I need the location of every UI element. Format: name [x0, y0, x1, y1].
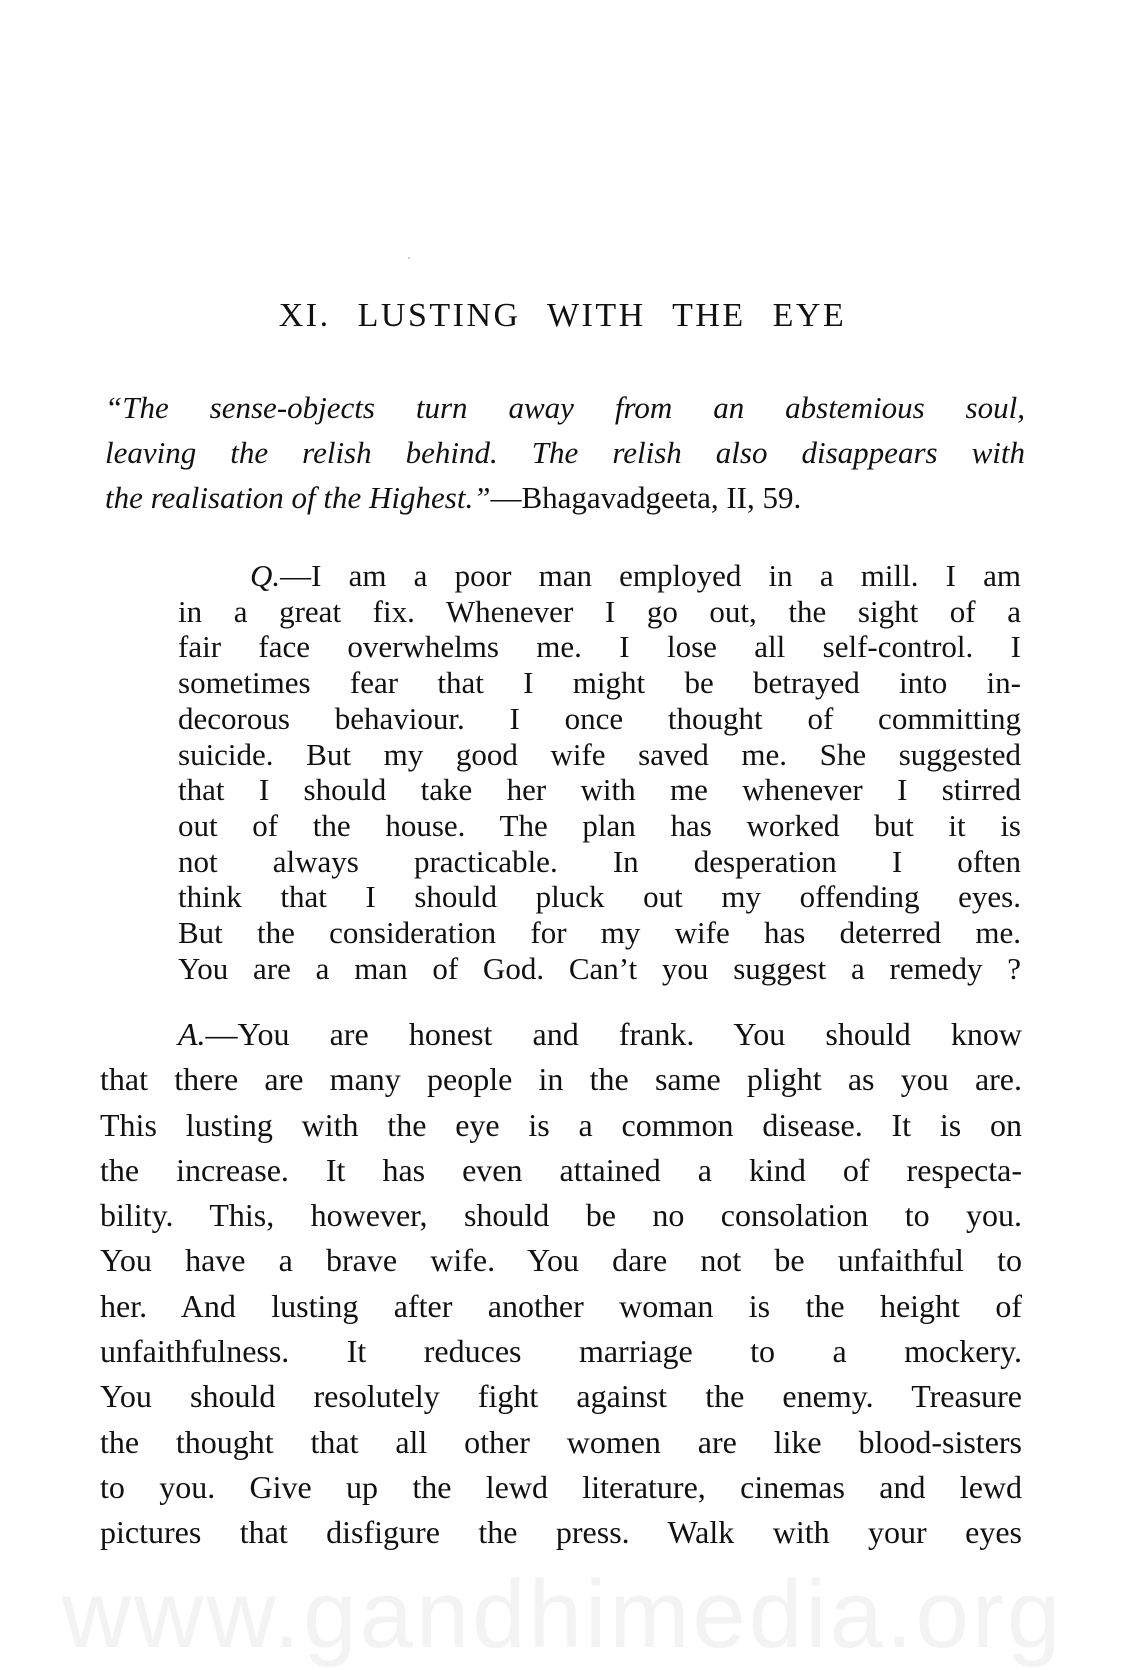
answer-line: to you. Give up the lewd literature, cinemas and lewd — [100, 1468, 1022, 1505]
epigraph-line: the realisation of the Highest.”—Bhagavadgeeta, II, 59. — [105, 480, 802, 515]
answer-paragraph — [100, 1012, 1022, 1556]
answer-marker: A. — [178, 1016, 206, 1052]
epigraph-line: “The sense-objects turn away from an abstemious soul, — [105, 390, 1025, 425]
answer-line: A.—You are honest and frank. You should know — [178, 1016, 1022, 1052]
scan-speck — [408, 257, 410, 259]
question-paragraph — [178, 558, 1021, 986]
question-line: You are a man of God. Can’t you suggest a remedy ? — [178, 950, 1021, 986]
epigraph-line: leaving the relish behind. The relish also disappears with — [105, 435, 1025, 470]
answer-line: the thought that all other women are like blood-sisters — [100, 1423, 1022, 1460]
epigraph — [105, 385, 1025, 520]
answer-line: the increase. It has even attained a kind of respecta- — [100, 1151, 1022, 1188]
question-line: decorous behaviour. I once thought of committing — [178, 700, 1021, 736]
question-line: But the consideration for my wife has deterred me. — [178, 915, 1021, 951]
question-line: that I should take her with me whenever I stirred — [178, 772, 1021, 808]
question-line: sometimes fear that I might be betrayed into in- — [178, 665, 1021, 701]
answer-line: bility. This, however, should be no consolation to you. — [100, 1197, 1022, 1234]
answer-line: You have a brave wife. You dare not be unfaithful to — [100, 1242, 1022, 1279]
watermark: www.gandhimedia.org — [61, 1561, 1064, 1668]
epigraph-source: —Bhagavadgeeta, II, 59. — [490, 480, 802, 515]
question-line: in a great fix. Whenever I go out, the sight of a — [178, 593, 1021, 629]
question-line: think that I should pluck out my offending eyes. — [178, 879, 1021, 915]
chapter-title: XI. LUSTING WITH THE EYE — [278, 297, 847, 334]
question-line: suicide. But my good wife saved me. She suggested — [178, 736, 1021, 772]
answer-line: pictures that disfigure the press. Walk with your eyes — [100, 1514, 1022, 1551]
question-line: not always practicable. In desperation I often — [178, 843, 1021, 879]
answer-line: This lusting with the eye is a common disease. It is on — [100, 1106, 1022, 1143]
answer-line: that there are many people in the same plight as you are. — [100, 1061, 1022, 1098]
answer-line: You should resolutely fight against the enemy. Treasure — [100, 1378, 1022, 1415]
question-line: fair face overwhelms me. I lose all self-control. I — [178, 629, 1021, 665]
question-line: Q.—I am a poor man employed in a mill. I am — [250, 558, 1021, 593]
answer-line: unfaithfulness. It reduces marriage to a mockery. — [100, 1333, 1022, 1370]
answer-line: her. And lusting after another woman is the height of — [100, 1287, 1022, 1324]
question-marker: Q. — [250, 558, 281, 593]
question-line: out of the house. The plan has worked but it is — [178, 807, 1021, 843]
